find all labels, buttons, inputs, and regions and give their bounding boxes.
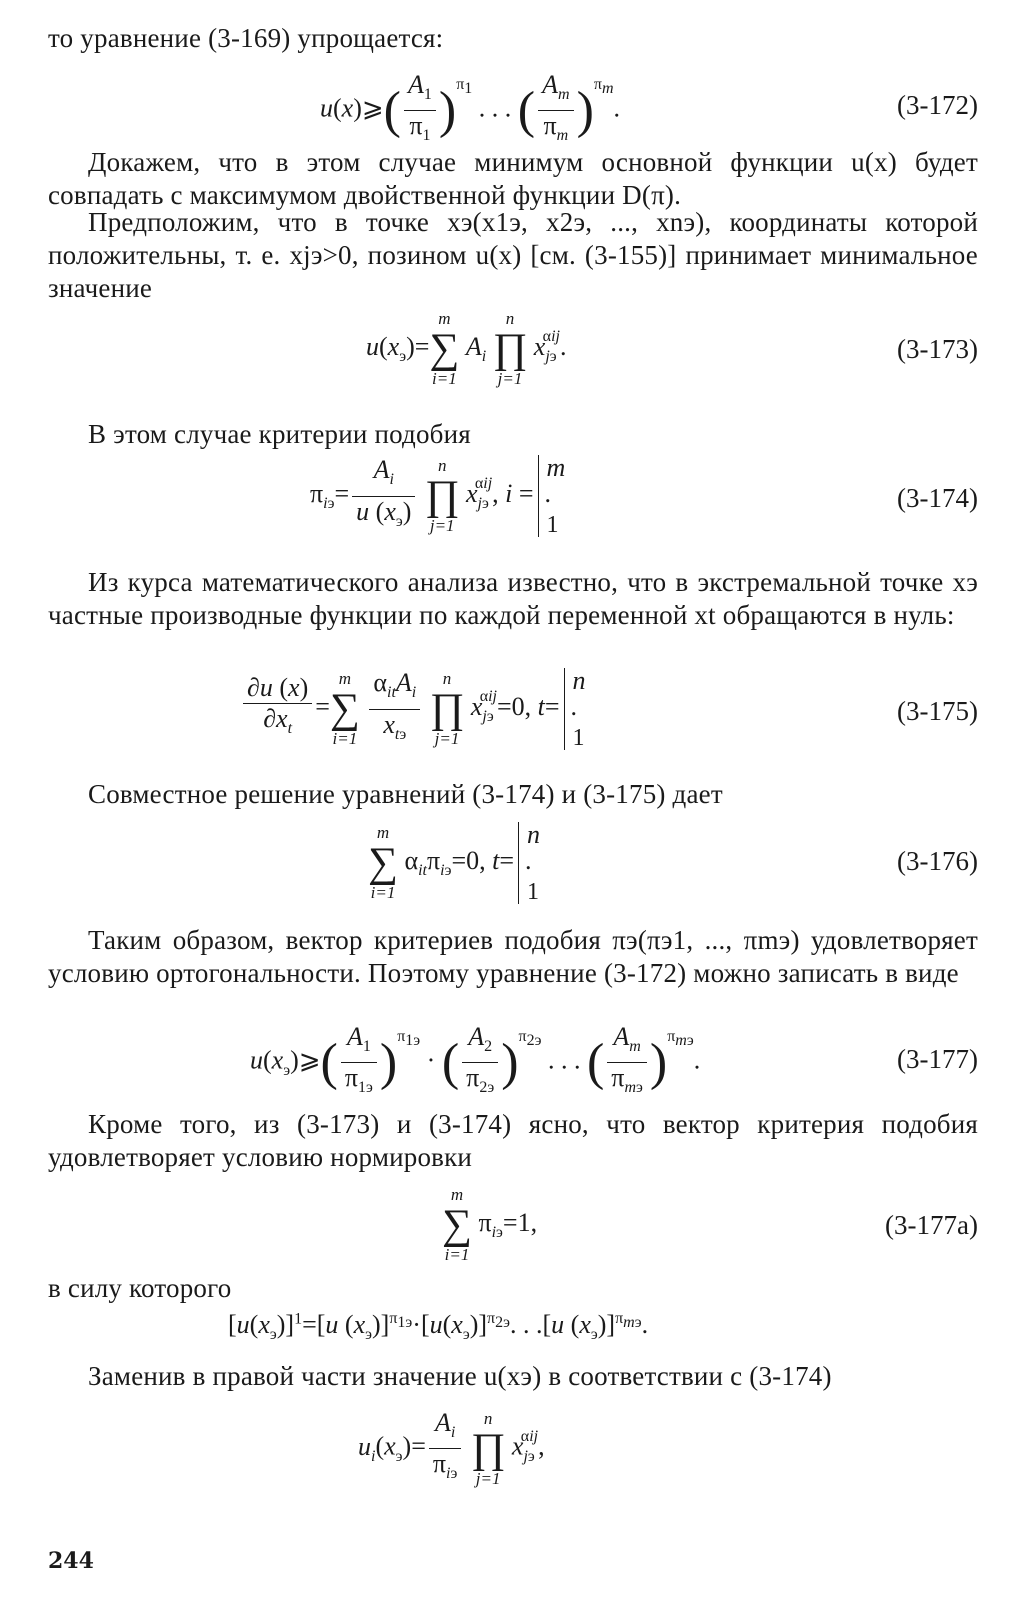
equation-3-176: m ∑ i=1 $\alpha_{it}\pi_{iэ}=0$, t= n 1 . (3-176) [368,820,978,905]
equation-number: (3-172) [897,90,978,120]
equation-3-173: $u(x_э)=$ m ∑ i=1 $A_i$ n ∏ j=1 $x_{jэ}^{\alpha ij}$. (3-173) [366,309,978,388]
paragraph-joint-solution: Совместное решение уравнений (3-174) и (3-175) дает [88,779,723,809]
paragraph-substitution: Заменив в правой части значение u(xэ) в соответствии с (3-174) [88,1361,832,1391]
equation-number: (3-177а) [885,1210,978,1240]
equation-number: (3-177) [897,1044,978,1074]
paragraph-normalization: Кроме того, из (3-173) и (3-174) ясно, что вектор критерия подобия удовлетворяет условию нормировки [48,1109,978,1172]
equation-3-174: $\pi_{iэ}=$ $\frac{A_i}{u (x_э)}$ n ∏ j=1 $x_{jэ}^{\alpha ij}$, i = m 1 . (3-174) [310,453,978,538]
equation-3-177a: m ∑ i=1 $\pi_{iэ}=1$, (3-177а) [442,1185,978,1264]
equation-number: (3-176) [897,846,978,876]
equation-3-177: $u(x_э)⩾$( $\frac{A_1}{\pi_{1э}}$ )$^{\pi_{1э}}$ · ( $\frac{A_2}{\pi_{2э}}$ )$^{\pi_{2э}}$ . . . ( $\frac{A_m}{\pi_{mэ}}$ )$^{\pi_{mэ}}$. (3-177) [250,1022,978,1097]
paragraph-derivatives: Из курса математического анализа известно, что в экстремальной точке xэ частные производные функции по каждой переменной xt обращаются в нуль: [48,567,978,630]
equation-ui: $u_i(x_э)=$ $\frac{A_i}{\pi_{iэ}}$ n ∏ j=1 $x_{jэ}^{\alpha ij}$, [358,1408,545,1488]
paragraph-by-virtue: в силу которого [48,1273,232,1303]
equation-number: (3-174) [897,483,978,513]
paragraph-intro: то уравнение (3-169) упрощается: [48,23,444,53]
equation-number: (3-175) [897,696,978,726]
paragraph-criteria: В этом случае критерии подобия [88,419,471,449]
paragraph-orthogonality: Таким образом, вектор критериев подобия πэ(πэ1, ..., πmэ) удовлетворяет условию ортогональности. Поэтому уравнение (3-172) можно записать в виде [48,925,978,988]
equation-identity: $[u(x_э)]^1=[u$ $(x_э)]^{\pi_{1э}}\cdot[u(x_э)]^{\pi_{2э}}$. . .[u $(x_э)]^{\pi_{mэ}}$. [228,1310,649,1344]
equation-3-175: $\frac{\partial u (x)}{\partial x_t}$ = m ∑ i=1 $\frac{\alpha_{it}A_i}{x_{tэ}}$ n ∏ j=1 $x_{jэ}^{\alpha ij}=0$, t= n 1 . (3-175) [48,668,978,768]
equation-number: (3-173) [897,334,978,364]
page-number: 244 [48,1548,94,1574]
paragraph-proof: Докажем, что в этом случае минимум основной функции u(x) будет совпадать с максимумом двойственной функции D(π). [48,147,978,210]
equation-3-172: u(x)⩾( $\frac{A_1}{\pi_1}$ )$^{\pi_1}$ . . . ( $\frac{A_m}{\pi_m}$ )$^{\pi_m}$. (3-172) [320,70,978,145]
paragraph-assumption: Предположим, что в точке xэ(x1э, x2э, ..., xnэ), координаты которой положительны, т. е. xjэ>0, позином u(x) [см. (3-155)] принимает минимальное значение [48,207,978,303]
